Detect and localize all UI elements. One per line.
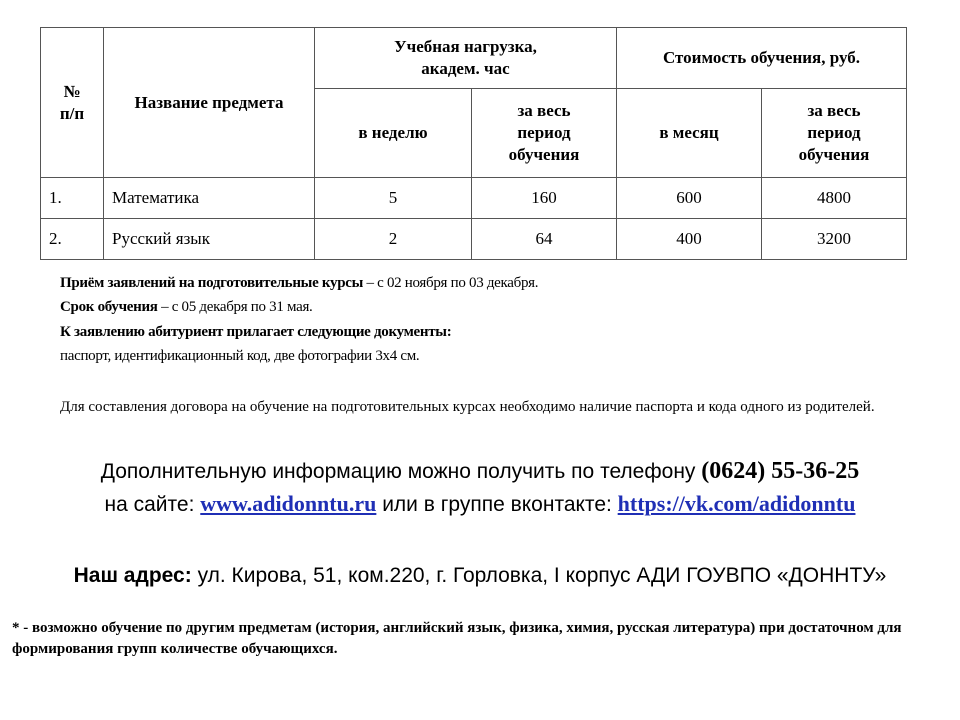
info-application-label: Приём заявлений на подготовительные курсы [60, 275, 364, 291]
row-per-week: 2 [315, 219, 472, 260]
header-subject: Название предмета [104, 28, 315, 178]
header-cost: Стоимость обучения, руб. [617, 28, 907, 89]
contact-web-line [0, 491, 960, 517]
contact-phone: (0624) 55-36-25 [701, 458, 860, 484]
vk-link[interactable]: https://vk.com/adidonntu [617, 491, 856, 516]
info-application-dates [60, 275, 538, 292]
contact-vk-prefix: или в группе вконтакте: [376, 493, 618, 516]
header-load: Учебная нагрузка, академ. час [315, 28, 617, 89]
header-cost-total: за весь период обучения [762, 89, 907, 178]
website-link[interactable]: www.adidonntu.ru [200, 491, 377, 516]
header-per-month: в месяц [617, 89, 762, 178]
row-subject: Русский язык [104, 219, 315, 260]
contact-web-prefix: на сайте: [104, 493, 201, 516]
info-documents-label: К заявлению абитуриент прилагает следующие документы: [60, 324, 452, 340]
info-application-text: – с 02 ноября по 03 декабря. [363, 275, 539, 291]
header-load-total: за весь период обучения [472, 89, 617, 178]
row-cost-total: 4800 [762, 178, 907, 219]
row-cost-total: 3200 [762, 219, 907, 260]
footnote: * - возможно обучение по другим предметам (история, английский язык, физика, химия, русская литература) при достаточном для формирования групп количестве обучающихся. [12, 620, 902, 657]
row-load-total: 160 [472, 178, 617, 219]
header-number: № п/п [41, 28, 104, 178]
info-documents-heading [60, 324, 451, 341]
info-study-label: Срок обучения [60, 299, 158, 315]
header-per-week: в неделю [315, 89, 472, 178]
info-study-text: – с 05 декабря по 31 мая. [157, 299, 313, 315]
row-subject: Математика [104, 178, 315, 219]
fee-table [40, 27, 907, 260]
row-number: 1. [41, 178, 104, 219]
row-per-week: 5 [315, 178, 472, 219]
row-load-total: 64 [472, 219, 617, 260]
address-value: ул. Кирова, 51, ком.220, г. Горловка, I корпус АДИ ГОУВПО «ДОННТУ» [191, 564, 887, 587]
info-study-period [60, 299, 313, 316]
row-per-month: 400 [617, 219, 762, 260]
row-number: 2. [41, 219, 104, 260]
contact-phone-line [0, 458, 960, 485]
table-row [41, 219, 907, 260]
address-line [0, 563, 960, 588]
table-row [41, 178, 907, 219]
address-label: Наш адрес: [73, 564, 192, 587]
info-documents-list: паспорт, идентификационный код, две фотографии 3х4 см. [60, 348, 420, 364]
row-per-month: 600 [617, 178, 762, 219]
info-contract-paragraph: Для составления договора на обучение на подготовительных курсах необходимо наличие паспорта и кода одного из родителей. [60, 399, 875, 415]
contact-phone-text: Дополнительную информацию можно получить по телефону [100, 460, 702, 483]
